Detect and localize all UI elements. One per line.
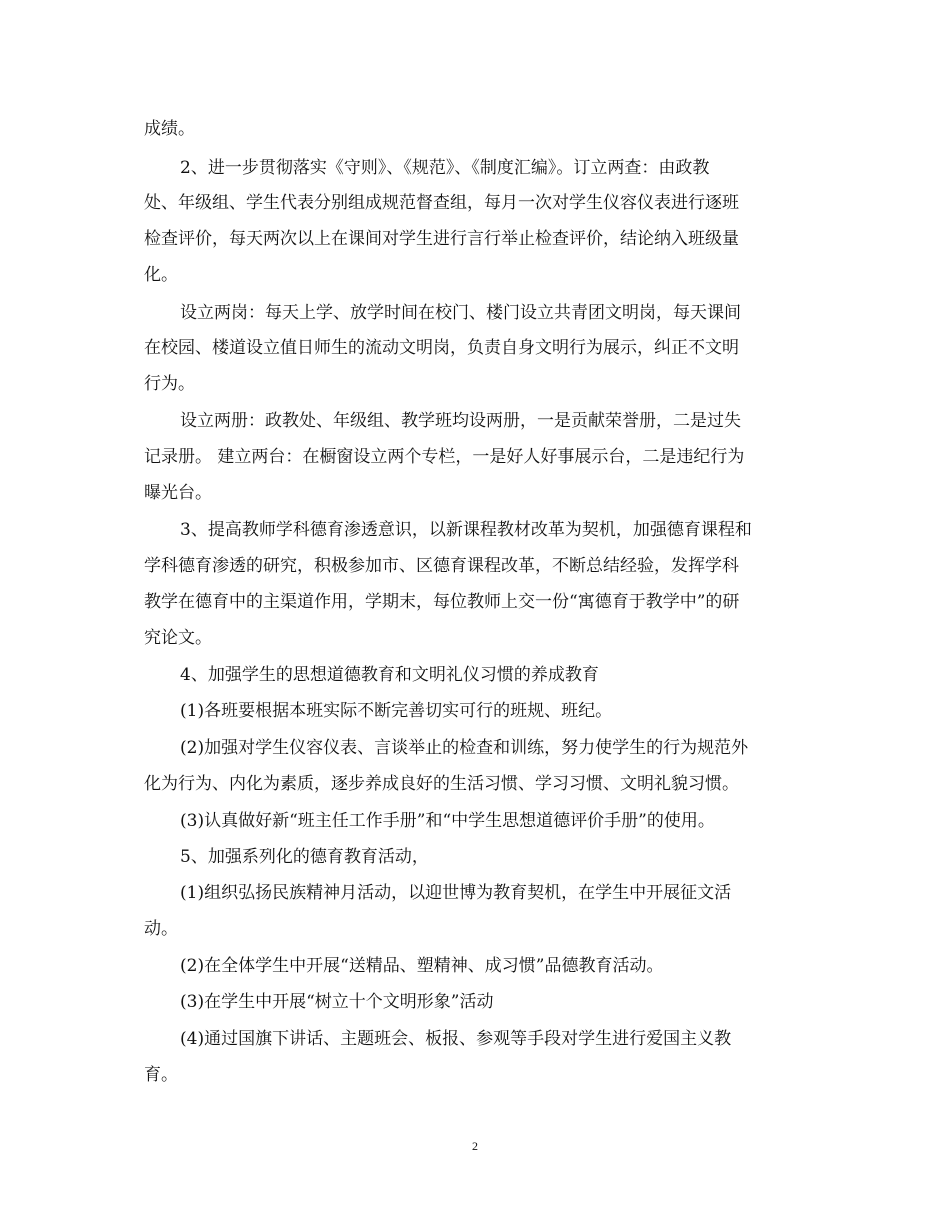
text-line: 在校园、楼道设立值日师生的流动文明岗，负责自身文明行为展示，纠正不文明 [144,338,739,358]
text-line: 处、年级组、学生代表分别组成规范督查组，每月一次对学生仪容仪表进行逐班 [144,193,739,213]
text-line: (1)组织弘扬民族精神月活动，以迎世博为教育契机，在学生中开展征文活 [180,883,732,903]
text-line: 设立两岗：每天上学、放学时间在校门、楼门设立共青团文明岗，每天课间 [180,303,741,323]
text-line: 育。 [144,1065,178,1085]
text-line: (2)在全体学生中开展“送精品、塑精神、成习惯”品德教育活动。 [180,956,664,976]
text-line: (2)加强对学生仪容仪表、言谈举止的检查和训练，努力使学生的行为规范外 [180,738,749,758]
page-number: 2 [472,1139,478,1153]
text-line: 3、提高教师学科德育渗透意识，以新课程教材改革为契机，加强德育课程和 [180,520,752,540]
text-line: 检查评价，每天两次以上在课间对学生进行言行举止检查评价，结论纳入班级量 [144,229,739,249]
text-line: 4、加强学生的思想道德教育和文明礼仪习惯的养成教育 [180,665,599,685]
text-line: 5、加强系列化的德育教育活动， [180,847,429,867]
text-line: 化。 [144,265,178,285]
text-line: (3)认真做好新“班主任工作手册”和“中学生思想道德评价手册”的使用。 [180,811,715,831]
text-line: 究论文。 [144,628,212,648]
text-line: 动。 [144,919,178,939]
text-line: 2、进一步贯彻落实《守则》、《规范》、《制度汇编》。订立两查：由政教 [180,158,710,178]
text-line: 教学在德育中的主渠道作用，学期末，每位教师上交一份“寓德育于教学中”的研 [144,592,740,612]
text-line: 学科德育渗透的研究，积极参加市、区德育课程改革，不断总结经验，发挥学科 [144,556,739,576]
text-line: 设立两册：政教处、年级组、教学班均设两册，一是贡献荣誉册，二是过失 [180,411,741,431]
text-line: (4)通过国旗下讲话、主题班会、板报、参观等手段对学生进行爱国主义教 [180,1029,732,1049]
text-line: 曝光台。 [144,483,212,503]
text-line: 记录册。 建立两台：在橱窗设立两个专栏，一是好人好事展示台，二是违纪行为 [144,447,745,467]
text-line: 行为。 [144,374,195,394]
text-line: (1)各班要根据本班实际不断完善切实可行的班规、班纪。 [180,701,613,721]
text-line: (3)在学生中开展“树立十个文明形象”活动 [180,992,494,1012]
text-line: 成绩。 [144,119,195,139]
text-line: 化为行为、内化为素质，逐步养成良好的生活习惯、学习习惯、文明礼貌习惯。 [144,774,739,794]
